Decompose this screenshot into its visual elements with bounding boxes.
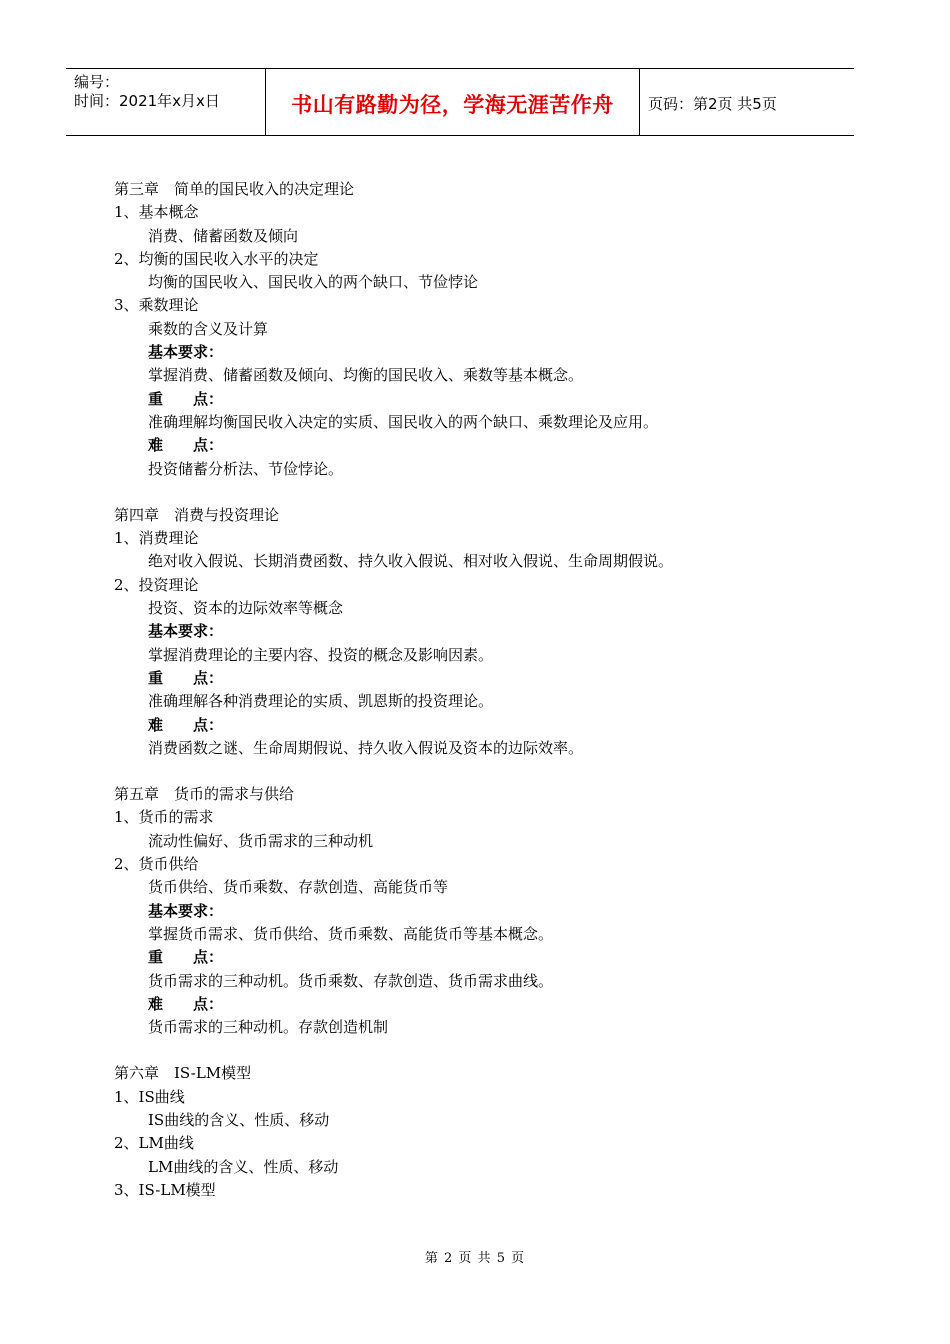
content-line: 乘数的含义及计算: [148, 319, 269, 338]
content-line: 投资、资本的边际效率等概念: [148, 599, 344, 618]
section-heading: 重 点：: [148, 948, 224, 967]
section-heading: 基本要求：: [148, 901, 224, 920]
topic-heading: 1、IS曲线: [114, 1087, 185, 1106]
page-number-label: 页码：第2页 共5页: [648, 95, 777, 113]
chapter-title: 第四章 消费与投资理论: [114, 505, 280, 524]
topic-heading: 3、IS-LM模型: [114, 1180, 216, 1199]
content-line: 货币需求的三种动机。存款创造机制: [148, 1018, 389, 1037]
header-page-cell: [640, 69, 854, 135]
content-line: 掌握消费、储蓄函数及倾向、均衡的国民收入、乘数等基本概念。: [148, 366, 584, 385]
document-body: [114, 178, 834, 1202]
content-line: 掌握消费理论的主要内容、投资的概念及影响因素。: [148, 645, 494, 664]
content-line: 消费函数之谜、生命周期假说、持久收入假说及资本的边际效率。: [148, 738, 584, 757]
header-meta-cell: [66, 69, 266, 135]
chapter-section: [114, 1062, 834, 1202]
section-heading: 基本要求：: [148, 343, 224, 362]
section-heading: 难 点：: [148, 994, 224, 1013]
content-line: IS曲线的含义、性质、移动: [148, 1110, 330, 1129]
content-line: 投资储蓄分析法、节俭悖论。: [148, 459, 344, 478]
chapter-title: 第六章 IS-LM模型: [114, 1064, 252, 1083]
content-line: 准确理解各种消费理论的实质、凯恩斯的投资理论。: [148, 692, 494, 711]
header-motto-cell: [266, 69, 640, 135]
topic-heading: 2、投资理论: [114, 575, 199, 594]
content-line: 均衡的国民收入、国民收入的两个缺口、节俭悖论: [148, 273, 479, 292]
section-heading: 基本要求：: [148, 622, 224, 641]
content-line: 掌握货币需求、货币供给、货币乘数、高能货币等基本概念。: [148, 924, 554, 943]
content-line: 准确理解均衡国民收入决定的实质、国民收入的两个缺口、乘数理论及应用。: [148, 412, 659, 431]
section-heading: 重 点：: [148, 389, 224, 408]
topic-heading: 1、货币的需求: [114, 808, 214, 827]
section-heading: 重 点：: [148, 668, 224, 687]
content-line: LM曲线的含义、性质、移动: [148, 1157, 339, 1176]
topic-heading: 2、货币供给: [114, 855, 199, 874]
content-line: 流动性偏好、货币需求的三种动机: [148, 831, 374, 850]
chapter-section: [114, 783, 834, 1039]
content-line: 货币供给、货币乘数、存款创造、高能货币等: [148, 878, 449, 897]
section-heading: 难 点：: [148, 436, 224, 455]
topic-heading: 1、消费理论: [114, 529, 199, 548]
chapter-title: 第五章 货币的需求与供给: [114, 785, 295, 804]
content-line: 消费、储蓄函数及倾向: [148, 226, 299, 245]
topic-heading: 2、均衡的国民收入水平的决定: [114, 249, 319, 268]
content-line: 绝对收入假说、长期消费函数、持久收入假说、相对收入假说、生命周期假说。: [148, 552, 674, 571]
section-heading: 难 点：: [148, 715, 224, 734]
document-header: [66, 68, 854, 136]
chapter-title: 第三章 简单的国民收入的决定理论: [114, 180, 355, 198]
topic-heading: 1、基本概念: [114, 203, 199, 222]
chapter-section: [114, 178, 834, 481]
serial-number-label: 编号：: [74, 73, 120, 91]
topic-heading: 3、乘数理论: [114, 296, 199, 315]
page-footer: 第 2 页 共 5 页: [424, 1251, 526, 1266]
content-line: 货币需求的三种动机。货币乘数、存款创造、货币需求曲线。: [148, 971, 554, 990]
chapter-section: [114, 504, 834, 760]
topic-heading: 2、LM曲线: [114, 1134, 194, 1153]
motto-text: 书山有路勤为径，学海无涯苦作舟: [291, 93, 614, 117]
time-label: 时间：2021年x月x日: [74, 92, 220, 110]
